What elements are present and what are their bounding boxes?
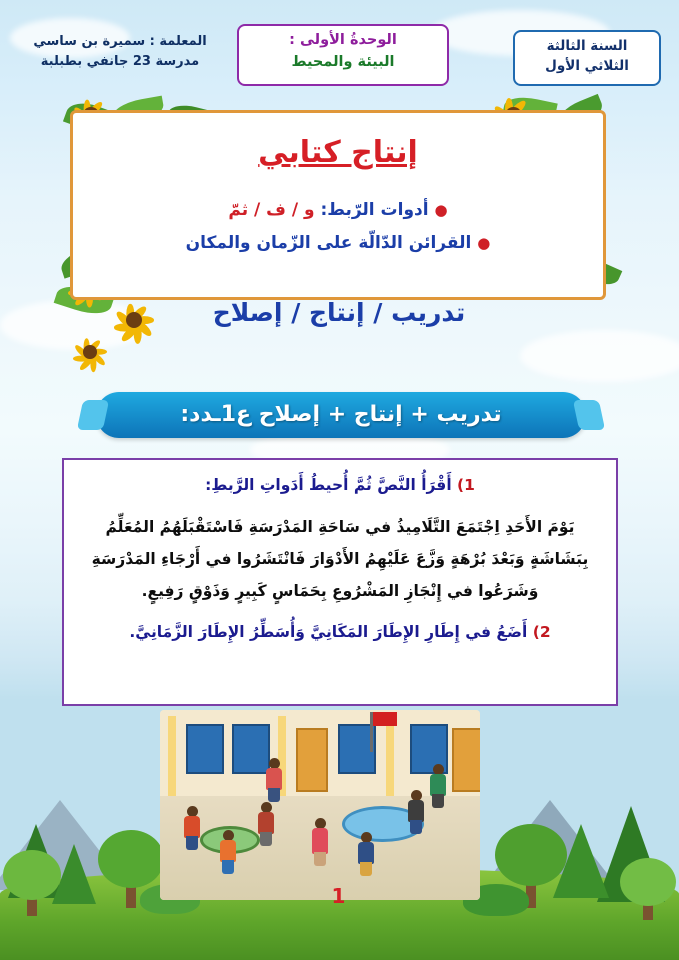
student-figure — [182, 806, 202, 852]
activity-banner — [96, 392, 586, 438]
round-tree — [0, 846, 64, 916]
student-figure — [218, 830, 238, 876]
header-teacher-box — [14, 26, 226, 88]
student-figure — [406, 790, 426, 838]
bullet-dot-icon: ● — [477, 234, 491, 253]
reading-passage — [82, 512, 598, 607]
header — [0, 24, 679, 96]
bullet-connectors-value: و / ف / ثمّ — [228, 200, 315, 220]
building-door — [296, 728, 328, 792]
lesson-bullets — [73, 191, 603, 263]
bullet-indicators-label: القرائن الدّالّة على الزّمان والمكان — [185, 233, 472, 254]
passage-line-1: يَوْمَ الأَحَدِ اِجْتَمَعَ التَّلَامِيذُ في سَاحَةِ المَدْرَسَةِ فَاسْتَقْبَلَهُمُ المُعَلِّمُ — [105, 518, 575, 536]
bullet-dot-icon: ● — [434, 201, 448, 219]
question-2-number: 2) — [532, 623, 551, 642]
activity-banner-label: تدريب + إنتاج + إصلاح ع1ـدد: — [180, 402, 502, 427]
page-title: إنتاج كتابي — [258, 135, 418, 170]
student-figure — [264, 758, 284, 804]
unit-title: الوحدةُ الأولى : — [289, 32, 397, 48]
student-figure — [356, 832, 376, 878]
illustration-scene — [0, 706, 679, 960]
schoolyard-illustration — [160, 710, 480, 900]
student-figure — [310, 818, 330, 868]
bullet-indicators — [73, 230, 603, 257]
student-figure — [256, 802, 276, 848]
teacher-name: المعلمة : سميرة بن ساسي — [33, 34, 207, 49]
exercise-box — [62, 458, 618, 706]
grade-term: الثلاثي الأول — [545, 58, 629, 75]
building-pillar — [168, 716, 176, 796]
header-grade-box — [513, 30, 661, 86]
school-name: مدرسة 23 جانفي بطبلبة — [40, 53, 200, 69]
building-door — [452, 728, 480, 792]
building-window — [186, 724, 224, 774]
question-1-text: أَقْرَأُ النَّصَّ ثُمَّ أُحيطُ أَدَواتِ الرَّبطِ: — [205, 476, 452, 494]
question-1 — [82, 476, 598, 494]
student-figure — [428, 764, 448, 810]
unit-subject: البيئة والمحيط — [291, 53, 395, 70]
question-2 — [82, 623, 598, 641]
header-unit-box — [237, 24, 449, 86]
bullet-connectors — [73, 197, 603, 224]
grade-year: السنة الثالثة — [546, 38, 628, 54]
passage-line-3: وَشَرَعُوا في إِنْجَازِ المَشْرُوعِ بِحَمَاسٍ كَبِيرٍ وَذَوْقٍ رَفِيعٍ. — [141, 581, 539, 600]
building-pillar — [386, 716, 394, 796]
lesson-inner-box — [70, 110, 606, 300]
lesson-card — [56, 100, 622, 390]
question-2-text: أَضَعُ في إِطَارِ الإِطَارَ المَكَانِيَّ وَأُسَطِّرُ الإِطَارَ الزَّمَانِيَّ. — [129, 623, 528, 642]
page-number: 1 — [331, 884, 346, 908]
sunflower-icon — [70, 332, 110, 372]
passage-line-2: بِبَشَاشَةٍ وَبَعْدَ بُرْهَةٍ وَزَّعَ عَلَيْهِمُ الأَدْوَارَ فَانْتَشَرُوا في أَرْجَاءِ المَدْرَسَةِ — [91, 549, 589, 568]
bullet-connectors-label: أدوات الرّبط: — [320, 200, 429, 220]
flag-icon — [373, 712, 397, 726]
question-1-number: 1) — [457, 476, 475, 494]
lesson-subtitle: تدريب / إنتاج / إصلاح — [212, 298, 466, 327]
round-tree — [617, 852, 679, 920]
